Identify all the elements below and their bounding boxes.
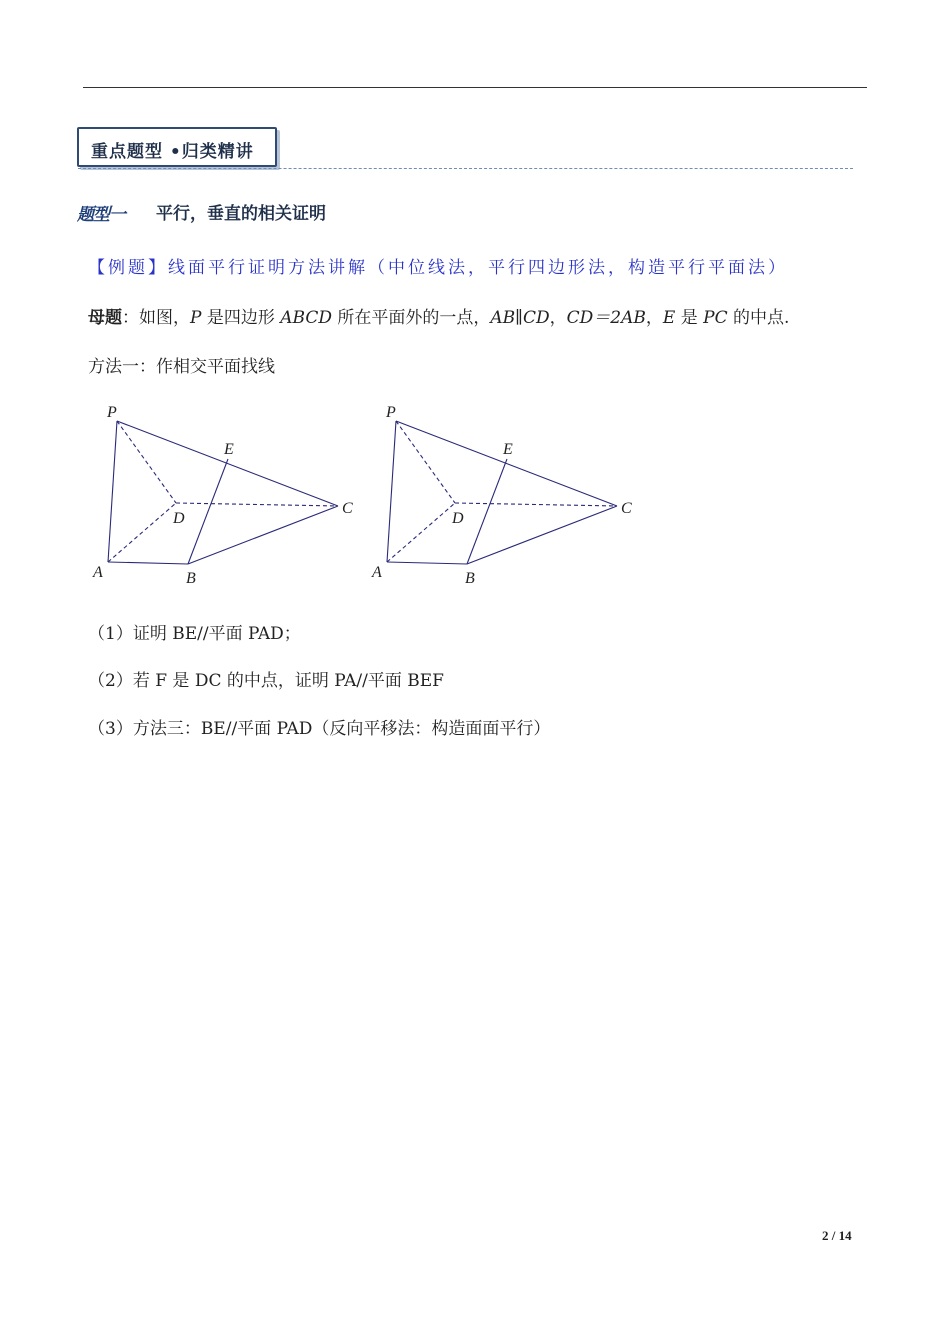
label-E: E <box>224 441 234 458</box>
segment-BE <box>467 459 507 564</box>
example-heading: 【例题】线面平行证明方法讲解（中位线法，平行四边形法，构造平行平面法） <box>88 258 788 278</box>
edge-BC <box>467 506 617 564</box>
problem-text: 所在平面外的一点， <box>332 308 491 328</box>
section-title: 重点题型 •归类精讲 <box>91 142 254 162</box>
problem-text: ：如图， <box>122 308 190 328</box>
problem-text: 的中点. <box>727 308 790 328</box>
label-A: A <box>372 564 382 581</box>
header-rule <box>83 87 867 88</box>
hidden-edge-PD <box>396 421 455 503</box>
question-type-title: 平行，垂直的相关证明 <box>156 204 326 224</box>
problem-text: ， <box>645 308 663 328</box>
hidden-edge-AD <box>108 503 176 562</box>
edge-AB <box>387 562 467 564</box>
label-A: A <box>93 564 103 581</box>
question-1: （1）证明 BE//平面 PAD； <box>88 624 301 644</box>
problem-statement <box>88 303 789 328</box>
pyramid-figure-right <box>367 395 647 595</box>
problem-label: 母题 <box>88 308 122 328</box>
math-E: E <box>662 308 676 328</box>
math-ABCD: ABCD <box>280 308 332 328</box>
edge-BC <box>188 506 338 564</box>
question-type-tag: 题型一 <box>77 205 125 225</box>
question-2: （2）若 F 是 DC 的中点，证明 PA//平面 BEF <box>88 671 444 691</box>
edge-PA <box>108 421 117 562</box>
label-D: D <box>452 510 464 527</box>
label-E: E <box>503 441 513 458</box>
problem-text: 是 <box>675 308 704 328</box>
label-P: P <box>107 404 117 421</box>
math-PC: PC <box>703 308 728 328</box>
edge-PA <box>387 421 396 562</box>
math-equation: CD＝2AB <box>566 308 646 328</box>
edge-AB <box>108 562 188 564</box>
math-parallel: AB∥CD <box>490 308 550 328</box>
section-divider <box>78 168 853 169</box>
label-C: C <box>621 500 632 517</box>
pyramid-figure-left <box>88 395 368 595</box>
question-3: （3）方法三：BE//平面 PAD（反向平移法：构造面面平行） <box>88 719 551 739</box>
method-one-label: 方法一：作相交平面找线 <box>88 357 275 377</box>
label-B: B <box>186 570 196 587</box>
hidden-edge-DC <box>176 503 338 506</box>
section-header-box <box>77 127 277 167</box>
edge-PC <box>396 421 617 506</box>
hidden-edge-PD <box>117 421 176 503</box>
label-B: B <box>465 570 475 587</box>
label-C: C <box>342 500 353 517</box>
problem-text: 是四边形 <box>201 308 281 328</box>
label-D: D <box>173 510 185 527</box>
problem-text: ， <box>549 308 567 328</box>
page-number: 2 / 14 <box>822 1228 852 1243</box>
edge-PC <box>117 421 338 506</box>
segment-BE <box>188 459 228 564</box>
hidden-edge-DC <box>455 503 617 506</box>
hidden-edge-AD <box>387 503 455 562</box>
label-P: P <box>386 404 396 421</box>
math-P: P <box>190 308 202 328</box>
